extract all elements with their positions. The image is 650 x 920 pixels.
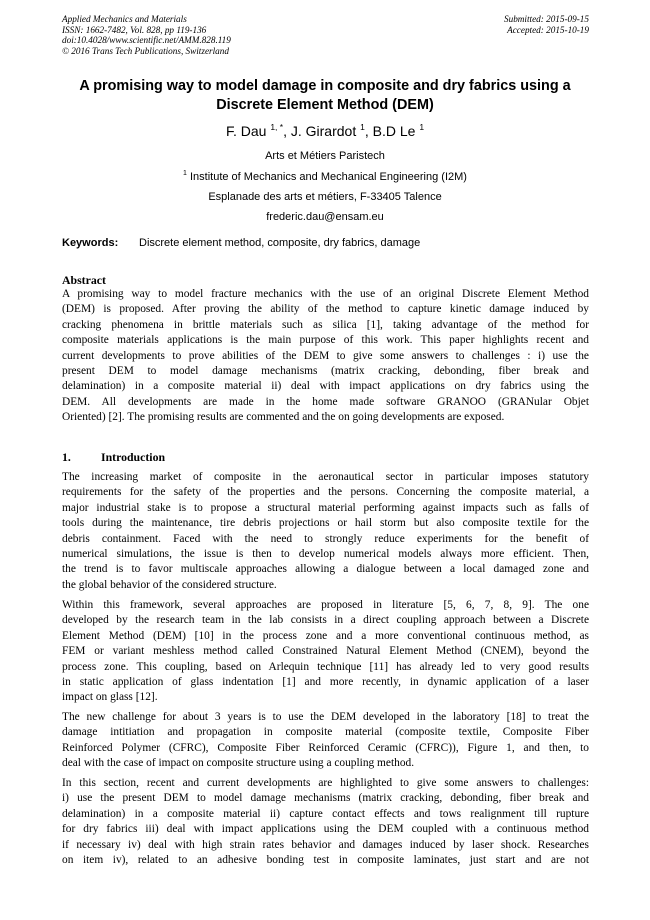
journal-info	[62, 14, 231, 56]
intro-line: major industrial stake is to propose a structural material performing against impacts such as falls of	[62, 501, 589, 514]
intro-line: FEM or variant meshless method called Constrained Natural Element Method (CNEM), beyond the	[62, 645, 589, 658]
affiliation-institute	[0, 171, 650, 184]
paper-title	[40, 77, 610, 114]
keywords-text: Discrete element method, composite, dry fabrics, damage	[139, 237, 421, 249]
abstract-line: DEM. All developments are made in the home made software GRANOO (GRANular Objet	[62, 395, 589, 408]
accepted-date: Accepted: 2015-10-19	[507, 24, 589, 35]
intro-paragraph-3	[62, 710, 589, 772]
intro-line: numerical simulations, the issue is then to develop numerical models always more efficient. Then,	[62, 547, 589, 560]
affiliation-institute-name: Institute of Mechanics and Mechanical Engineering (I2M)	[186, 171, 467, 183]
intro-paragraph-2	[62, 598, 589, 706]
submitted-date: Submitted: 2015-09-15	[504, 14, 589, 24]
intro-paragraph-4	[62, 776, 589, 868]
author-1: F. Dau	[225, 123, 271, 139]
intro-line: debris containment. Faced with the need to strongly reduce experiments for the benefit of	[62, 532, 589, 545]
intro-line: damage intitiation and propagation in composite material (composite textile, Composite Fiber	[62, 726, 589, 739]
section-title: Introduction	[101, 450, 166, 464]
intro-line: deal with the case of impact on composite structure using a coupling method.	[62, 757, 415, 770]
abstract-line: (DEM) is proposed. After proving the ability of the method to capture kinetic damage induced by	[62, 303, 589, 316]
intro-line: Within this framework, several approaches are proposed in literature [5, 6, 7, 8, 9]. The one	[62, 599, 589, 611]
journal-name: Applied Mechanics and Materials	[62, 14, 187, 24]
affiliation-org: Arts et Métiers Paristech	[265, 150, 385, 162]
intro-line: i) use the present DEM to model damage mechanisms (matrix cracking, debonding, fiber break and	[62, 792, 589, 805]
intro-line: tools during the maintenance, tire debris projections or hail storm but also composite textile for the	[62, 517, 589, 530]
title-line-1: A promising way to model damage in composite and dry fabrics using a	[79, 78, 571, 94]
journal-doi[interactable]: doi:10.4028/www.scientific.net/AMM.828.119	[62, 35, 231, 46]
intro-line: on item iv), related to an adhesive bonding test in composite laminates, just start and are not	[62, 853, 589, 866]
submission-dates	[504, 14, 589, 35]
intro-line: if necessary iv) deal with high strain rates behavior and damages induced by laser shock. Researches	[62, 838, 589, 851]
keywords-label: Keywords:	[62, 237, 119, 249]
journal-issn: ISSN: 1662-7482, Vol. 828, pp 119-136	[62, 24, 207, 35]
author-2: , J. Girardot	[283, 123, 361, 139]
abstract-line: delamination) in a composite material ii) deal with impact applications on dry fabrics using the	[62, 380, 589, 393]
title-line-2: Discrete Element Method (DEM)	[216, 96, 434, 113]
abstract-line: current developments to prove abilities of the DEM to give some answers to challenges : i) use the	[62, 349, 589, 362]
intro-line: in static application of glass indentation [1] and more recently, in dynamic application of a laser	[62, 675, 589, 688]
intro-line: The new challenge for about 3 years is to use the DEM developed in the laboratory [18] to treat the	[62, 711, 589, 723]
intro-line: the trend is to favor multiscale approaches allowing a dialogue between a local damaged zone and	[62, 563, 589, 576]
section-number: 1.	[62, 450, 71, 464]
abstract-line: Oriented) [2]. The promising results are commented and the on going developments are exposed.	[62, 411, 505, 424]
intro-line: In this section, recent and current developments are highlighted to give some answers to challenges:	[62, 777, 589, 789]
intro-line: delamination) in a composite material ii) capture contact effects and tows realignment till rupture	[62, 807, 589, 820]
affiliation-address: Esplanade des arts et métiers, F-33405 Talence	[208, 191, 442, 203]
intro-line: The increasing market of composite in the aeronautical sector in particular imposes statutory	[62, 471, 589, 483]
author-3-affil: 1	[419, 122, 425, 132]
abstract-body	[62, 287, 589, 426]
abstract-heading: Abstract	[62, 273, 106, 287]
section-heading-introduction	[62, 450, 165, 464]
intro-line: the global behavior of the considered structure.	[62, 578, 277, 591]
intro-line: process zone. This coupling, based on Arlequin technique [11] has already led to very good results	[62, 660, 589, 673]
abstract-line: present DEM to model damage mechanisms (matrix cracking, debonding, fiber break and	[62, 364, 589, 377]
intro-line: developed by the research team in the lab consists in a direct coupling approach between a Discrete	[62, 614, 589, 627]
intro-line: Reinforced Polymer (CFRC), Composite Fiber Reinforced Ceramic (CFRC)), Figure 1, and then, to	[62, 741, 589, 754]
intro-line: requirements for the safety of the properties and the persons. Concerning the composite material, a	[62, 486, 589, 499]
author-email[interactable]: frederic.dau@ensam.eu	[266, 211, 384, 223]
intro-line: for dry fabrics iii) deal with impact applications using the DEM coupled with a continuous method	[62, 823, 589, 836]
abstract-line: cracking phenomena in brittle materials such as silica [1], taking advantage of the method for	[62, 318, 589, 331]
author-2-affil: 1	[360, 122, 365, 132]
abstract-line: A promising way to model fracture mechanics with the use of an original Discrete Element Method	[62, 288, 589, 300]
author-1-affil: 1, *	[270, 122, 284, 132]
affiliation-marker: 1	[183, 170, 187, 177]
journal-copyright: © 2016 Trans Tech Publications, Switzerland	[62, 45, 229, 56]
intro-line: Element Method (DEM) [10] in the process zone and a more conventional continuous method, as	[62, 629, 589, 642]
author-list	[0, 122, 650, 140]
intro-paragraph-1	[62, 470, 589, 593]
abstract-line: composite materials applications is the main purpose of this work. This paper highlights recent and	[62, 334, 589, 347]
intro-line: impact on glass [12].	[62, 691, 158, 704]
keywords-line	[62, 237, 589, 250]
author-3: , B.D Le	[364, 123, 420, 139]
